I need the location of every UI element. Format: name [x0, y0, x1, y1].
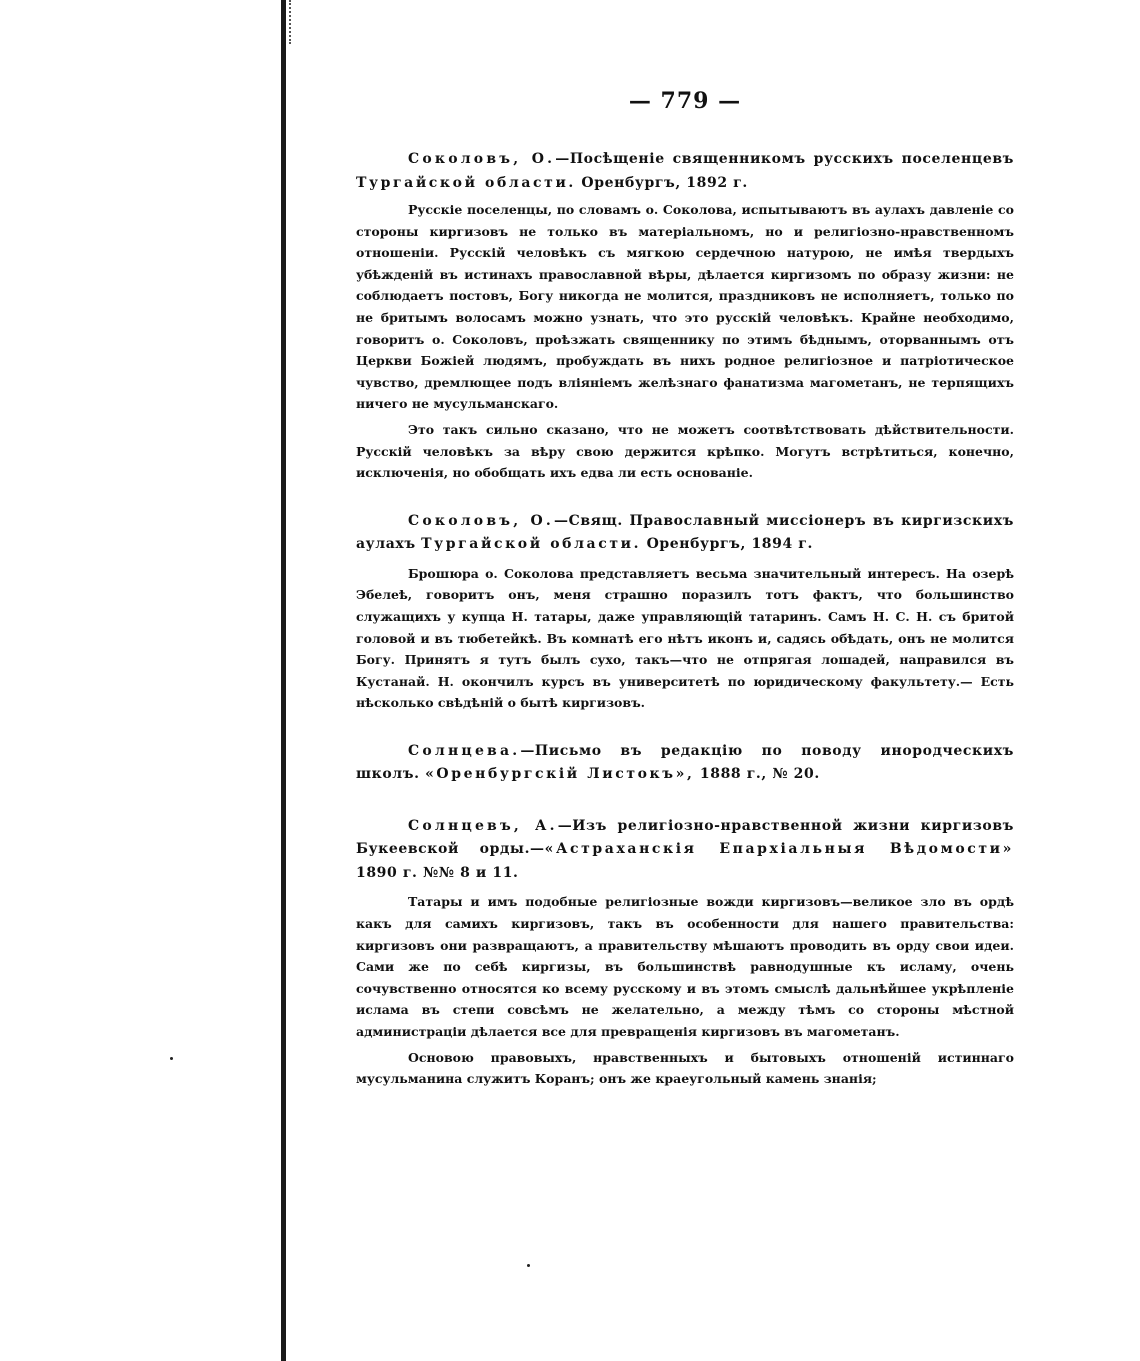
- entry-author: Соколовъ, О.: [408, 512, 554, 529]
- entry-paragraph: Это такъ сильно сказано, что не можетъ соотвѣтствовать дѣйствительности. Русскій человѣкъ за вѣру свою держится крѣпко. Могутъ встрѣтиться, конечно, исключенія, но обобщать ихъ едва ли есть основаніе.: [356, 421, 1014, 481]
- entry-author: Солнцевъ, А.: [408, 817, 558, 834]
- binding-perforation: [289, 0, 293, 44]
- entry-title: —Изъ религіозно-нравственной жизни киргизовъ Букеевской орды.—: [356, 817, 1014, 858]
- entry-heading: [356, 740, 1014, 787]
- bibliography-entry: [356, 740, 1014, 787]
- entry-title: —Посѣщеніе священникомъ русскихъ поселенцевъ: [555, 151, 1014, 167]
- entry-heading: [356, 148, 1014, 195]
- entry-title: —Письмо въ редакцію по поводу инородческихъ школъ.: [356, 742, 1014, 783]
- entry-author: Соколовъ, О.: [408, 151, 556, 167]
- entry-imprint: Оренбургъ, 1894 г.: [646, 536, 813, 553]
- page-binding-edge: [281, 0, 286, 1361]
- entry-publication: Тургайской области.: [356, 174, 576, 191]
- entry-publication: «Оренбургскій Листокъ»,: [425, 766, 695, 783]
- entry-publication: «Астраханскія Епархіальныя Вѣдомости»: [544, 841, 1015, 858]
- entry-heading: [356, 510, 1014, 557]
- entry-imprint: 1888 г., № 20.: [699, 766, 820, 783]
- entry-paragraph: Русскіе поселенцы, по словамъ о. Соколова, испытываютъ въ аулахъ давленіе со стороны киргизовъ не только въ матеріальномъ, но и религіозно-нравственномъ отношеніи. Русскій человѣкъ съ мягкою сердечною натурою, не имѣя твердыхъ убѣжденій въ истинахъ православной вѣры, дѣлается киргизомъ по образу жизни: не соблюдаетъ постовъ, Богу никогда не молится, праздниковъ не исполняетъ, только по не бритымъ волосамъ можно узнать, что это русскій человѣкъ. Крайне необходимо, говоритъ о. Соколовъ, проѣзжать священнику по этимъ бѣднымъ, оторваннымъ отъ Церкви Божіей людямъ, пробуждать въ нихъ родное религіозное и патріотическое чувство, дремлющее подъ вліяніемъ желѣзнаго фанатизма магометанъ, не терпящихъ ничего не мусульманскаго.: [356, 202, 1014, 412]
- entry-heading: [356, 815, 1014, 886]
- entry-imprint: Оренбургъ, 1892 г.: [581, 174, 748, 191]
- entry-imprint: 1890 г. №№ 8 и 11.: [356, 864, 519, 881]
- entry-paragraph: Основою правовыхъ, нравственныхъ и бытовыхъ отношеній истиннаго мусульманина служитъ Коранъ; онъ же краеугольный камень знанія;: [356, 1049, 1014, 1087]
- bibliography-entry: [356, 510, 1014, 714]
- page-number: — 779 —: [628, 88, 742, 114]
- text-column: [356, 148, 1014, 1116]
- entry-paragraph: Татары и имъ подобные религіозные вожди киргизовъ—великое зло въ ордѣ какъ для самихъ киргизовъ, такъ въ особенности для нашего правительства: киргизовъ они развращаютъ, а правительству мѣшаютъ проводить въ орду свои идеи. Сами же по себѣ киргизы, въ большинствѣ равнодушные къ исламу, очень сочувственно относятся ко всему русскому и въ этомъ смыслѣ дальнѣйшее укрѣпленіе ислама въ степи совсѣмъ не желательно, а между тѣмъ со стороны мѣстной администраціи дѣлается все для превращенія киргизовъ въ магометанъ.: [356, 894, 1014, 1039]
- entry-title: —Свящ. Православный миссіонеръ въ киргизскихъ аулахъ: [356, 512, 1015, 553]
- entry-author: Солнцева.: [408, 742, 521, 759]
- scan-speck: [170, 1057, 173, 1060]
- bibliography-entry: [356, 815, 1014, 1090]
- entry-paragraph: Брошюра о. Соколова представляетъ весьма значительный интересъ. На озерѣ Эбелеѣ, говоритъ онъ, меня страшно поразилъ тотъ фактъ, что большинство служащихъ у купца Н. татары, даже управляющій татаринъ. Самъ Н. С. Н. съ бритой головой и въ тюбетейкѣ. Въ комнатѣ его нѣтъ иконъ и, садясь обѣдать, онъ не молится Богу. Принятъ я тутъ былъ сухо, такъ—что не отпрягая лошадей, направился въ Кустанай. Н. окончилъ курсъ въ университетѣ по юридическому факультету.— Есть нѣсколько свѣдѣній о бытѣ киргизовъ.: [356, 565, 1014, 711]
- entry-publication: Тургайской области.: [421, 536, 642, 553]
- scan-speck: [527, 1264, 530, 1267]
- bibliography-entry: [356, 148, 1014, 484]
